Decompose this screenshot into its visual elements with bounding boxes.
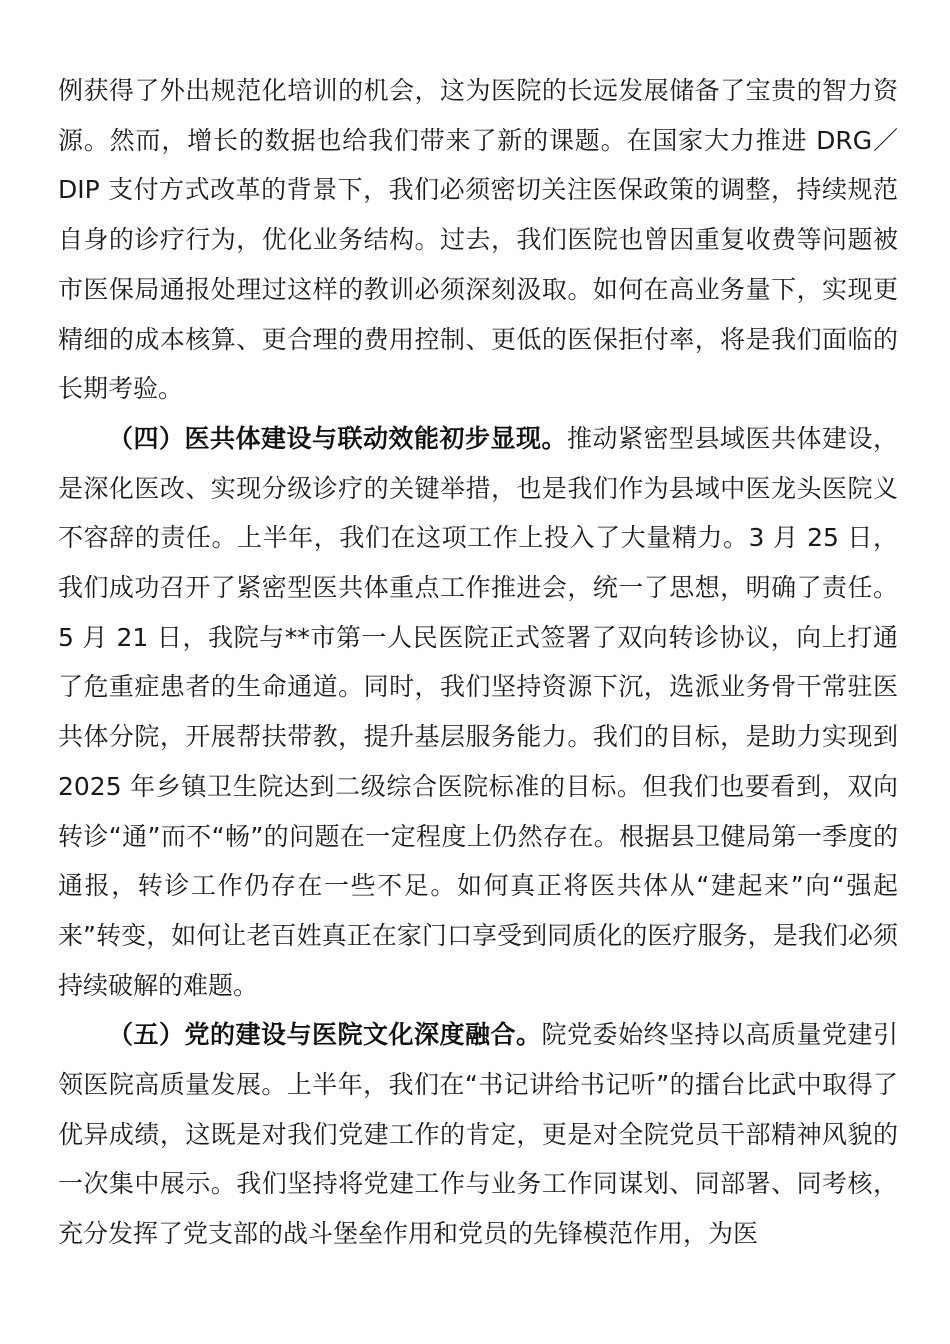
- paragraph-continuation: [58, 66, 898, 414]
- paragraph-text: 院党委始终坚持以高质量党建引领医院高质量发展。上半年，我们在“书记讲给书记听”的擂台比武中取得了优异成绩，这既是对我们党建工作的肯定，更是对全院党员干部精神风貌的一次集中展示。我们坚持将党建工作与业务工作同谋划、同部署、同考核，充分发挥了党支部的战斗堡垒作用和党员的先锋模范作用，为医: [58, 1020, 898, 1249]
- document-body: [58, 66, 898, 1259]
- paragraph-section-5: [58, 1010, 898, 1259]
- section-5-heading: （五）党的建设与医院文化深度融合。: [108, 1020, 542, 1050]
- paragraph-text: 推动紧密型县域医共体建设，是深化医改、实现分级诊疗的关键举措，也是我们作为县域中医龙头医院义不容辞的责任。上半年，我们在这项工作上投入了大量精力。3 月 25 日，我们成功召开了紧密型医共体重点工作推进会，统一了思想，明确了责任。5 月 21 日，我院与**市第一人民医院正式签署了双向转诊协议，向上打通了危重症患者的生命通道。同时，我们坚持资源下沉，选派业务骨干常驻医共体分院，开展帮扶带教，提升基层服务能力。我们的目标，是助力实现到 2025 年乡镇卫生院达到二级综合医院标准的目标。但我们也要看到，双向转诊“通”而不“畅”的问题在一定程度上仍然存在。根据县卫健局第一季度的通报，转诊工作仍存在一些不足。如何真正将医共体从“建起来”向“强起来”转变，如何让老百姓真正在家门口享受到同质化的医疗服务，是我们必须持续破解的难题。: [58, 423, 898, 1000]
- paragraph-section-4: [58, 414, 898, 1010]
- paragraph-text: 例获得了外出规范化培训的机会，这为医院的长远发展储备了宝贵的智力资源。然而，增长的数据也给我们带来了新的课题。在国家大力推进 DRG／DIP 支付方式改革的背景下，我们必须密切关注医保政策的调整，持续规范自身的诊疗行为，优化业务结构。过去，我们医院也曾因重复收费等问题被市医保局通报处理过这样的教训必须深刻汲取。如何在高业务量下，实现更精细的成本核算、更合理的费用控制、更低的医保拒付率，将是我们面临的长期考验。: [58, 76, 898, 404]
- section-4-heading: （四）医共体建设与联动效能初步显现。: [108, 423, 567, 453]
